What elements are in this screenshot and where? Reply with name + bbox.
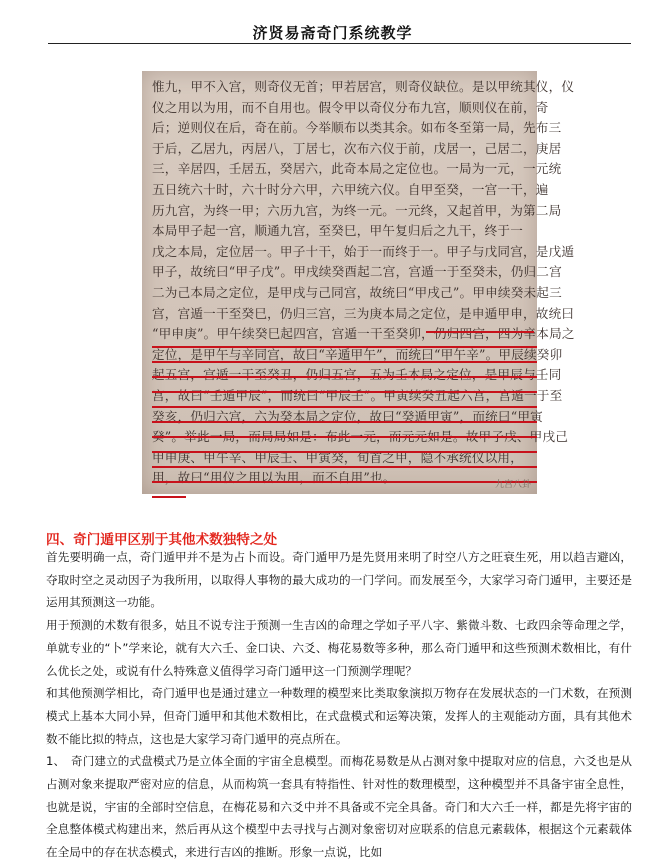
header-rule bbox=[48, 43, 631, 44]
red-underline bbox=[152, 346, 537, 348]
red-underline bbox=[152, 436, 537, 438]
scanned-text-lines bbox=[142, 71, 575, 494]
red-underline bbox=[152, 361, 537, 363]
red-underline bbox=[152, 406, 537, 408]
scanned-text-line: 仪之用以为用，而不自用也。假令甲以奇仪分布九宫，顺则仪在前，奇 bbox=[152, 99, 549, 115]
scanned-text-line: 惟九，甲不入宫，则奇仪无首；甲若居宫，则奇仪缺位。是以甲统其仪，仪 bbox=[152, 79, 575, 94]
scanned-text-line: 历九宫，为终一甲；六历九宫，为终一元。一元终，又起首甲，为第二局 bbox=[152, 202, 562, 218]
red-underline bbox=[152, 451, 537, 453]
body-paragraph: 和其他预测学相比，奇门遁甲也是通过建立一种数理的模型来比类取象演拟万物存在发展状态的一门术数，在预测模式上基本大同小异，但奇门遁甲和其他术数相比，在式盘模式和运筹决策，发挥人的主观能动方面，具有其他术数不能比拟的特点，这也是大家学习奇门遁甲的亮点所在。 bbox=[46, 686, 632, 746]
page-header bbox=[0, 0, 665, 48]
body-text bbox=[46, 546, 632, 864]
scanned-text-line: 宫，宫遁一干至癸巳，仍归三宫，三为庚本局之定位，是申遁甲申，故统曰 bbox=[152, 305, 575, 321]
scanned-text-line: 甲申庚、甲午辛、甲辰壬、甲寅癸，旬首之甲，隐不承统仪以用， bbox=[152, 449, 524, 465]
photo-corner-text: 九宫八卦 bbox=[494, 480, 531, 490]
scanned-text-line: 起五宫，宫遁一干至癸丑，仍归五宫，五为壬本局之定位，是甲辰与壬同 bbox=[152, 367, 562, 383]
scanned-page-photo bbox=[142, 71, 575, 494]
body-paragraph: 首先要明确一点，奇门遁甲并不是为占卜而设。奇门遁甲乃是先贤用来明了时空八方之旺衰生死，用以趋吉避凶，夺取时空之灵动因子为我所用，以取得人事物的最大成功的一门学问。而发展至今，大家学习奇门遁甲，主要还是运用其预测这一功能。 bbox=[46, 550, 632, 610]
scanned-text-line: “甲申庚”。甲午续癸巳起四宫，宫遁一干至癸卯，仍归四宫，四为辛本局之 bbox=[152, 326, 575, 342]
scanned-text-line: 定位，是甲午与辛同宫，故曰“辛遁甲午”，而统曰“甲午辛”。甲辰续癸卯 bbox=[152, 346, 563, 362]
scanned-text-line: 戊之本局，定位居一。甲子十干，始于一而终于一。甲子与戊同宫，是戊遁 bbox=[152, 243, 575, 259]
red-underline bbox=[152, 391, 537, 393]
red-underline bbox=[152, 376, 537, 378]
scanned-text-line: 于后，乙居九，丙居八，丁居七，次布六仪于前，戊居一，己居二，庚居 bbox=[152, 140, 562, 156]
scanned-text-line: 三，辛居四，壬居五，癸居六，此奇本局之定位也。一局为一元，一元统 bbox=[152, 161, 562, 177]
red-underline bbox=[152, 481, 537, 483]
scanned-text-line: 后；逆则仪在后，奇在前。今举顺布以类其余。如布冬至第一局，先布三 bbox=[152, 120, 562, 136]
red-underline bbox=[426, 331, 534, 333]
scanned-text-line: 本局甲子起一宫，顺通九宫，至癸巳，甲午复归后之九干，终于一 bbox=[152, 223, 524, 239]
scanned-text-line: 用，故曰“用仪之用以为用，而不自用”也。 bbox=[152, 470, 396, 486]
red-underline bbox=[152, 496, 186, 498]
section-heading: 四、奇门遁甲区别于其他术数独特之处 bbox=[46, 532, 278, 548]
page-title: 济贤易斋奇门系统教学 bbox=[252, 24, 413, 42]
scanned-text-line: 癸亥，仍归六宫，六为癸本局之定位，故曰“癸遁甲寅”，而统曰“甲寅 bbox=[152, 408, 543, 424]
red-underline bbox=[152, 421, 537, 423]
scanned-text-line: 癸”。举此一局，而局局如是：布此一元，而元元如是。故甲子戊、甲戌己 bbox=[152, 429, 569, 445]
red-underline bbox=[152, 466, 537, 468]
scanned-text-line: 宫，故曰“壬遁甲辰”，而统曰“甲辰壬”。甲寅续癸丑起六宫，宫遁一于至 bbox=[152, 388, 563, 403]
scanned-text-line: 二为己本局之定位，是甲戌与己同宫，故统曰“甲戌己”。甲申续癸未起三 bbox=[152, 285, 562, 300]
body-paragraph: 1、 奇门建立的式盘模式乃是立体全面的宇宙全息模型。而梅花易数是从占测对象中提取对应的信息，六爻也是从占测对象来提取严密对应的信息，从而构筑一套具有特指性、针对性的数理模型，这种模型并不具备宇宙全息性，也就是说，宇宙的全部时空信息，在梅花易和六爻中并不具备或不完全具备。奇门和大六壬一样，都是先将宇宙的全息整体模式构建出来，然后再从这个模型中去寻找与占测对象密切对应联系的信息元素载体，根据这个元素载体在全局中的存在状态模式，来进行吉凶的推断。形象一点说，比如 bbox=[46, 754, 632, 860]
scanned-text-line: 甲子，故统曰“甲子戊”。甲戌续癸酉起二宫，宫遁一于至癸未，仍归二宫 bbox=[152, 264, 562, 280]
scanned-text-line: 五日统六十时，六十时分六甲，六甲统六仪。自甲至癸，一宫一干，遍 bbox=[152, 182, 549, 197]
body-paragraph: 用于预测的术数有很多，姑且不说专注于预测一生吉凶的命理之学如子平八字、紫微斗数、七政四余等命理之学，单就专业的“卜”学来论，就有大六壬、金口诀、六爻、梅花易数等多种，那么奇门遁甲和这些预测术数相比，有什么优长之处，或说有什么特殊意义值得学习奇门遁甲这一门预测学理呢？ bbox=[46, 618, 632, 678]
